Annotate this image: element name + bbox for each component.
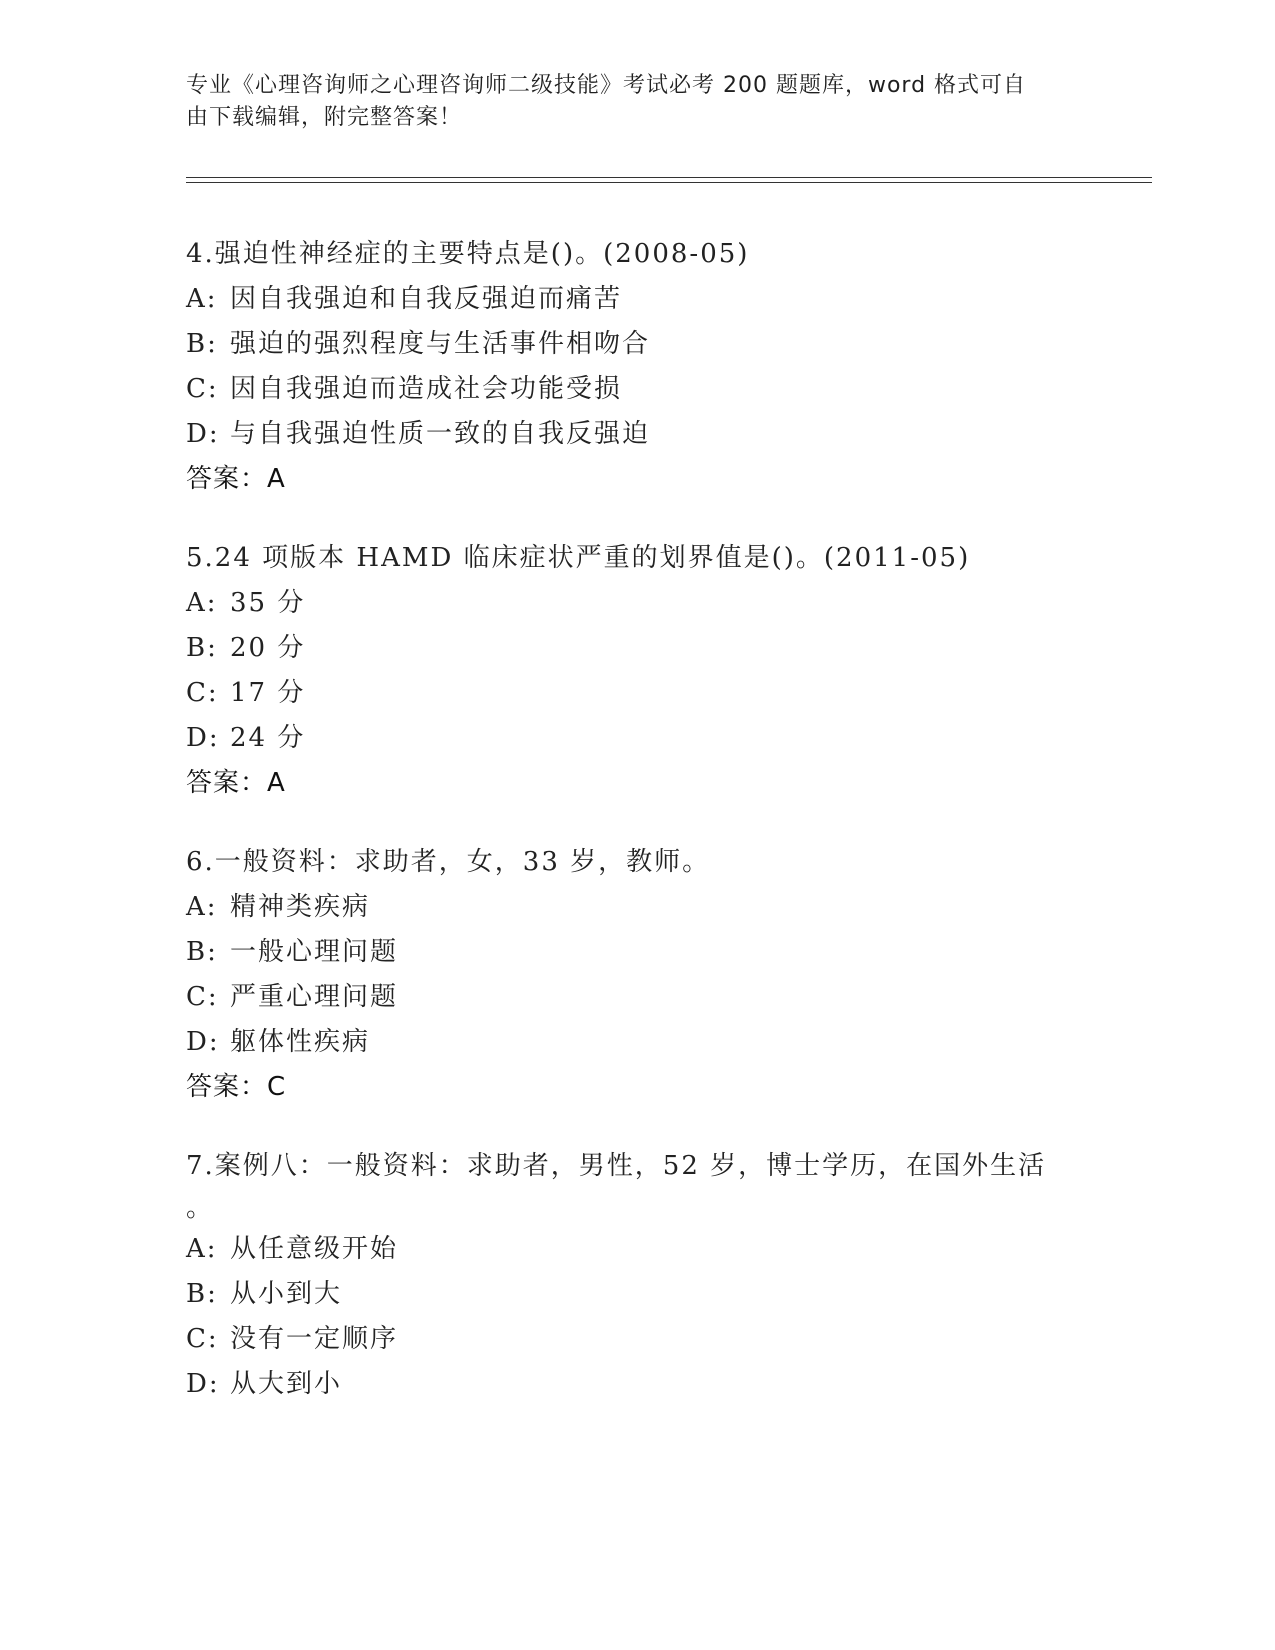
- option-c: [186, 975, 1086, 1020]
- document-header: [186, 70, 1066, 134]
- option-text: 因自我强迫而造成社会功能受损: [230, 374, 623, 404]
- question-stem: 7.案例八：一般资料：求助者，男性，52 岁，博士学历，在国外生活: [186, 1151, 1047, 1181]
- option-text: 因自我强迫和自我反强迫而痛苦: [230, 284, 623, 314]
- option-b: [186, 1272, 1086, 1317]
- question-5: [186, 536, 1086, 806]
- option-label: A:: [186, 284, 218, 314]
- option-text: 躯体性疾病: [230, 1027, 371, 1057]
- option-text: 一般心理问题: [230, 937, 399, 967]
- option-text: 17 分: [230, 678, 306, 708]
- option-d: [186, 1362, 1086, 1407]
- option-text: 精神类疾病: [230, 892, 371, 922]
- option-a: [186, 277, 1086, 322]
- option-label: C:: [186, 678, 219, 708]
- option-label: D:: [186, 1027, 220, 1057]
- option-c: [186, 1317, 1086, 1362]
- option-a: [186, 885, 1086, 930]
- option-a: [186, 581, 1086, 626]
- option-label: A:: [186, 588, 218, 618]
- header-line-1: 专业《心理咨询师之心理咨询师二级技能》考试必考 200 题题库，word 格式可自: [186, 73, 1027, 98]
- question-6: [186, 840, 1086, 1110]
- option-text: 严重心理问题: [230, 982, 399, 1012]
- option-label: B:: [186, 633, 218, 663]
- option-c: [186, 367, 1086, 412]
- option-b: [186, 626, 1086, 671]
- option-text: 35 分: [230, 588, 306, 618]
- option-b: [186, 930, 1086, 975]
- option-text: 从小到大: [230, 1279, 343, 1309]
- header-divider-bottom: [186, 182, 1152, 183]
- question-7: [186, 1144, 1086, 1407]
- option-label: C:: [186, 1324, 219, 1354]
- option-label: D:: [186, 1369, 220, 1399]
- question-stem: 6.一般资料：求助者，女，33 岁，教师。: [186, 847, 711, 877]
- option-c: [186, 671, 1086, 716]
- option-text: 从任意级开始: [230, 1234, 399, 1264]
- question-stem: 5.24 项版本 HAMD 临床症状严重的划界值是()。(2011-05): [186, 543, 971, 573]
- answer-line: 答案：A: [186, 464, 286, 494]
- option-a: [186, 1227, 1086, 1272]
- option-label: B:: [186, 1279, 218, 1309]
- answer-line: 答案：C: [186, 1072, 287, 1102]
- option-text: 从大到小: [230, 1369, 343, 1399]
- question-list: [186, 232, 1086, 1441]
- option-text: 强迫的强烈程度与生活事件相吻合: [230, 329, 651, 359]
- option-label: B:: [186, 329, 218, 359]
- option-d: [186, 1020, 1086, 1065]
- option-text: 与自我强迫性质一致的自我反强迫: [230, 419, 651, 449]
- option-label: C:: [186, 374, 219, 404]
- option-d: [186, 716, 1086, 761]
- answer-line: 答案：A: [186, 768, 286, 798]
- option-b: [186, 322, 1086, 367]
- header-divider-top: [186, 177, 1152, 178]
- option-label: D:: [186, 419, 220, 449]
- option-text: 没有一定顺序: [230, 1324, 399, 1354]
- option-text: 20 分: [230, 633, 306, 663]
- question-4: [186, 232, 1086, 502]
- question-stem: 4.强迫性神经症的主要特点是()。(2008-05): [186, 239, 750, 269]
- option-label: A:: [186, 892, 218, 922]
- option-label: B:: [186, 937, 218, 967]
- option-text: 24 分: [230, 723, 306, 753]
- option-label: C:: [186, 982, 219, 1012]
- header-line-2: 由下载编辑，附完整答案！: [186, 105, 463, 130]
- question-stem-continuation: 。: [186, 1193, 213, 1223]
- option-d: [186, 412, 1086, 457]
- option-label: A:: [186, 1234, 218, 1264]
- option-label: D:: [186, 723, 220, 753]
